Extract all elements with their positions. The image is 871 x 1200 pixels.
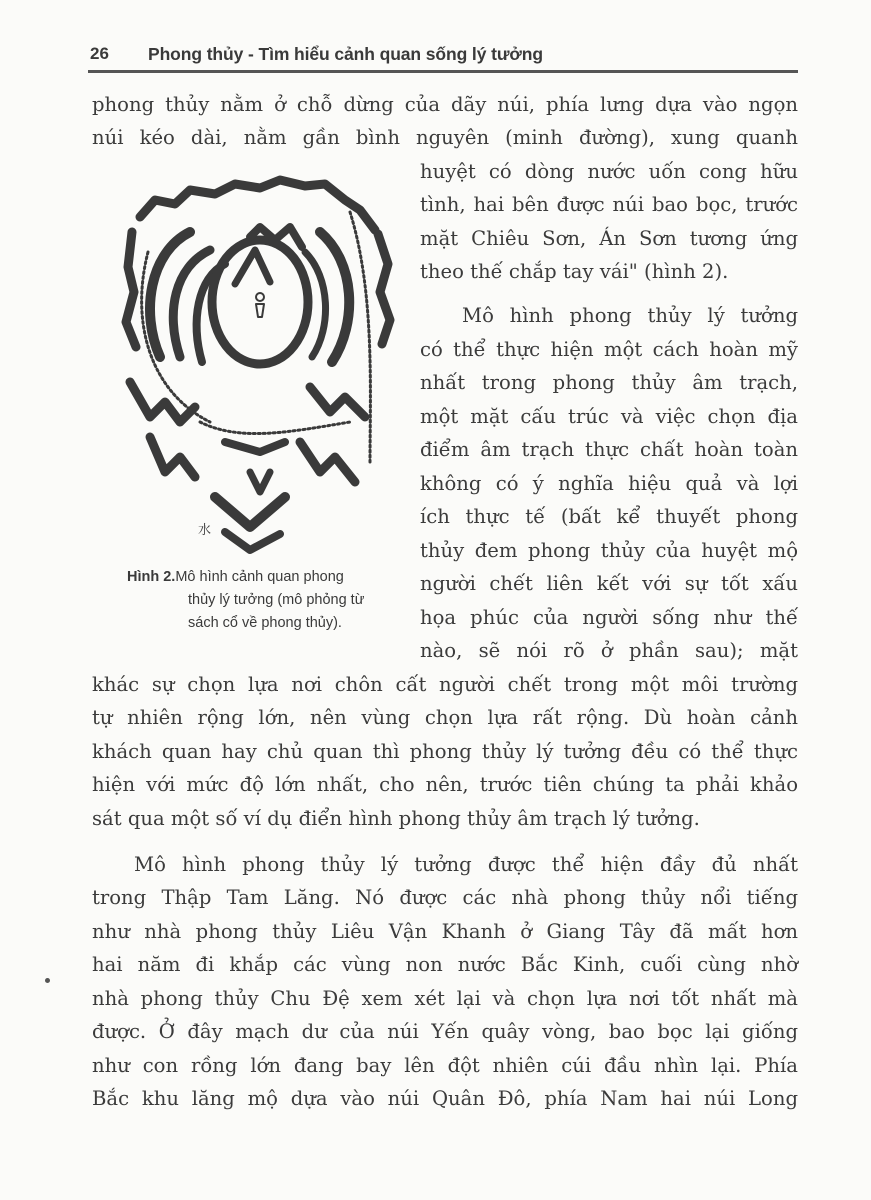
text-line: núi kéo dài, nằm gần bình nguyên (minh đường), xung quanh xyxy=(92,126,798,149)
figure-2-illustration xyxy=(120,172,395,557)
text-line: hai năm đi khắp các vùng non nước Bắc Kinh, cuối cùng nhờ xyxy=(92,953,798,976)
text-line: nhất trong phong thủy âm trạch, xyxy=(420,371,798,394)
text-line: không có ý nghĩa hiệu quả và lợi xyxy=(420,472,798,495)
feng-shui-landscape-icon xyxy=(120,172,395,557)
water-glyph: 水 xyxy=(198,523,212,538)
caption-line: thủy lý tưởng (mô phỏng từ xyxy=(188,592,365,608)
text-line: trong Thập Tam Lăng. Nó được các nhà phong thủy nổi tiếng xyxy=(92,886,798,909)
text-line: sát qua một số ví dụ điển hình phong thủy âm trạch lý tưởng. xyxy=(92,807,700,830)
text-line: huyệt có dòng nước uốn cong hữu xyxy=(420,160,798,183)
text-line: tự nhiên rộng lớn, nên vùng chọn lựa rất rộng. Dù hoàn cảnh xyxy=(92,706,798,729)
text-line: Mô hình phong thủy lý tưởng được thể hiện đầy đủ nhất xyxy=(134,853,798,876)
text-line: phong thủy nằm ở chỗ dừng của dãy núi, phía lưng dựa vào ngọn xyxy=(92,93,798,116)
text-line: khác sự chọn lựa nơi chôn cất người chết trong một môi trường xyxy=(92,673,798,696)
figure-caption xyxy=(127,566,412,635)
running-title: Phong thủy - Tìm hiểu cảnh quan sống lý tưởng xyxy=(148,44,543,64)
page-number: 26 xyxy=(90,44,109,63)
text-line: Bắc khu lăng mộ dựa vào núi Quân Đô, phía Nam hai núi Long xyxy=(92,1087,798,1110)
text-line: điểm âm trạch thực chất hoàn toàn xyxy=(420,438,798,461)
text-line: tình, hai bên được núi bao bọc, trước xyxy=(420,193,798,216)
text-line: nhà phong thủy Chu Đệ xem xét lại và chọn lựa nơi tốt nhất mà xyxy=(92,987,798,1010)
scan-speck xyxy=(45,978,50,983)
text-line: nào, sẽ nói rõ ở phần sau); mặt xyxy=(420,639,798,662)
text-line: Mô hình phong thủy lý tưởng xyxy=(462,304,798,327)
text-line: như nhà phong thủy Liêu Vận Khanh ở Giang Tây đã mất hơn xyxy=(92,920,798,943)
text-line: thủy đem phong thủy của huyệt mộ xyxy=(420,539,798,562)
text-line: như con rồng lớn đang bay lên đột nhiên cúi đầu nhìn lại. Phía xyxy=(92,1054,798,1077)
header-rule xyxy=(88,70,798,73)
text-line: ích thực tế (bất kể thuyết phong xyxy=(420,505,798,528)
caption-line: Mô hình cảnh quan phong xyxy=(175,569,344,585)
text-line: người chết liên kết với sự tốt xấu xyxy=(420,572,798,595)
text-line: khách quan hay chủ quan thì phong thủy lý tưởng đều có thể thực xyxy=(92,740,798,763)
text-line: một mặt cấu trúc và việc chọn địa xyxy=(420,405,798,428)
text-line: được. Ở đây mạch dư của núi Yến quây vòng, bao bọc lại giống xyxy=(92,1020,798,1043)
text-line: theo thế chắp tay vái" (hình 2). xyxy=(420,260,729,283)
running-header xyxy=(88,40,798,76)
text-line: họa phúc của người sống như thế xyxy=(420,606,798,629)
text-line: mặt Chiêu Sơn, Án Sơn tương ứng xyxy=(420,227,798,250)
text-line: có thể thực hiện một cách hoàn mỹ xyxy=(420,338,798,361)
text-line: hiện với mức độ lớn nhất, cho nên, trước tiên chúng ta phải khảo xyxy=(92,773,798,796)
caption-label: Hình 2. xyxy=(127,569,176,585)
caption-line: sách cổ về phong thủy). xyxy=(188,615,342,631)
